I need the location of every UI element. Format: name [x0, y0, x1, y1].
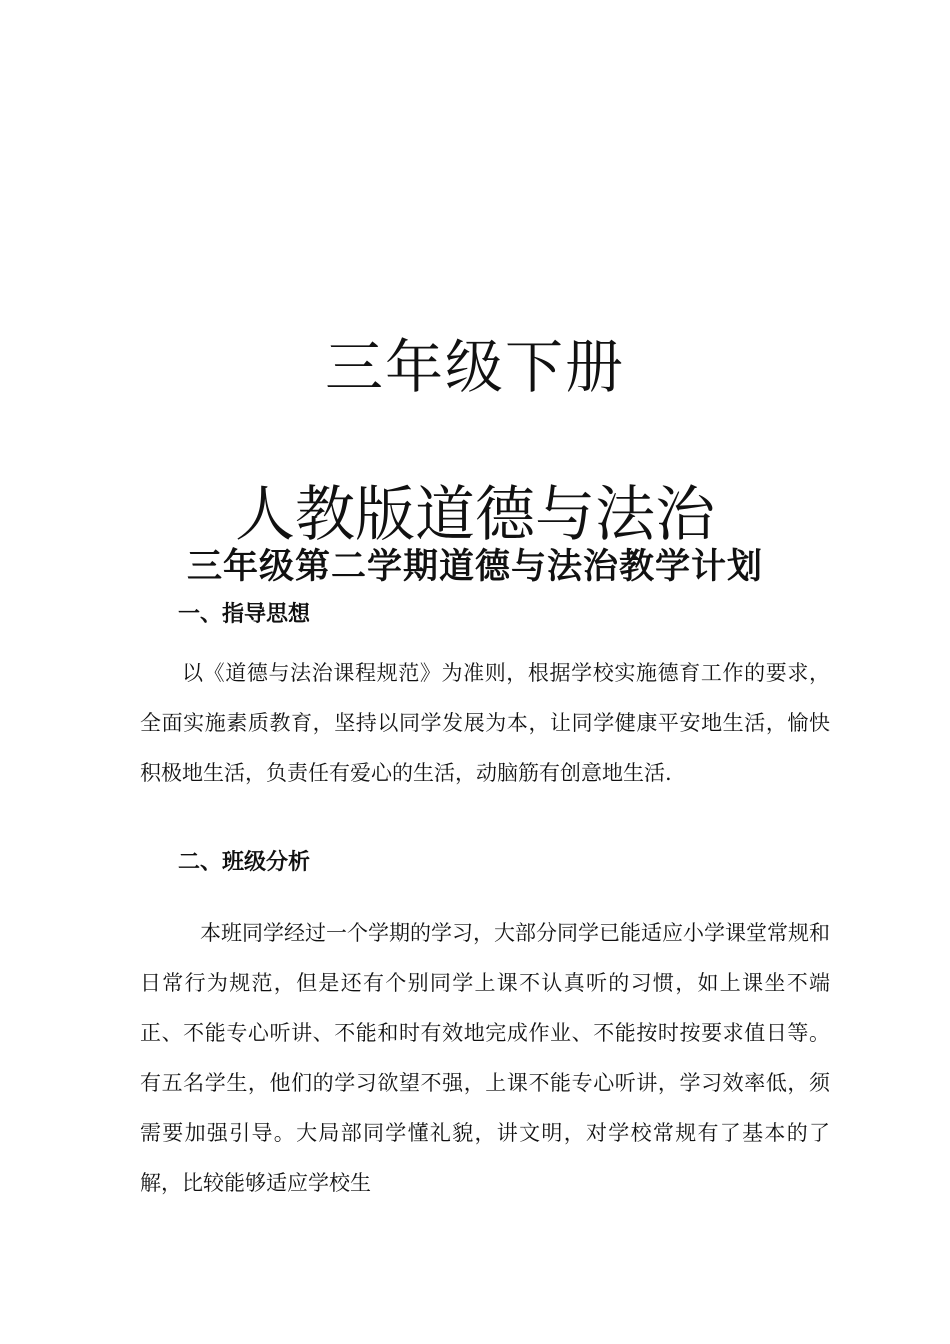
plan-title: 三年级第二学期道德与法治教学计划 [186, 546, 763, 587]
section-paragraph: 以《道德与法治课程规范》为准则，根据学校实施德育工作的要求，全面实施素质教育，坚持以同学发展为本，让同学健康平安地生活，愉快积极地生活，负责任有爱心的生活，动脑筋有创意地生活. [140, 661, 830, 785]
document-title-subject: 人教版道德与法治 [235, 480, 715, 550]
section-heading: 一、指导思想 [178, 602, 311, 627]
section-class-analysis [140, 848, 830, 1208]
section-guiding-ideology [140, 600, 830, 798]
section-heading: 二、班级分析 [178, 850, 311, 875]
document-title-grade: 三年级下册 [324, 333, 625, 401]
section-paragraph: 本班同学经过一个学期的学习，大部分同学已能适应小学课堂常规和日常行为规范，但是还有个别同学上课不认真听的习惯，如上课坐不端正、不能专心听讲、不能和时有效地完成作业、不能按时按要求值日等。有五名学生，他们的学习欲望不强，上课不能专心听讲，学习效率低，须需要加强引导。大局部同学懂礼貌，讲文明，对学校常规有了基本的了解，比较能够适应学校生 [140, 921, 830, 1195]
